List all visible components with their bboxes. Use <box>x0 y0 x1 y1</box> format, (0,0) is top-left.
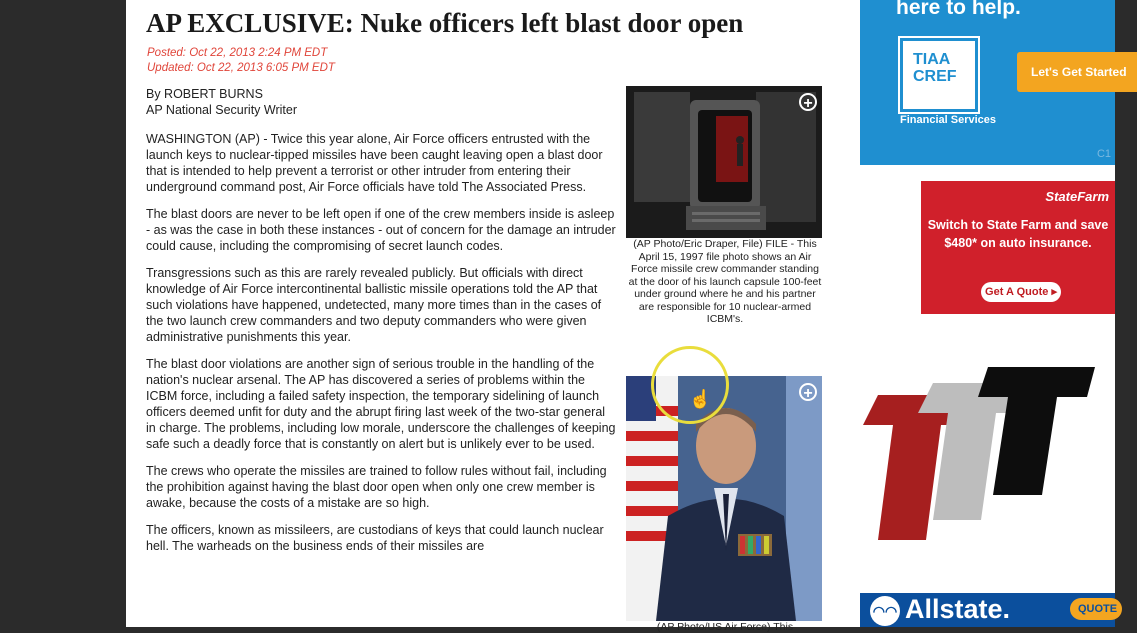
tiaa-corner-label: C1 <box>1096 148 1111 160</box>
state-farm-ad[interactable] <box>921 181 1115 314</box>
photo-blast-door[interactable] <box>626 86 822 238</box>
updated-timestamp: Updated: Oct 22, 2013 6:05 PM EDT <box>147 62 335 74</box>
state-farm-logo: StateFarm <box>1045 189 1109 204</box>
zoom-plus-icon[interactable]: + <box>799 93 817 111</box>
allstate-logo-text: Allstate. <box>905 594 1011 624</box>
byline-author: By ROBERT BURNS <box>146 87 263 101</box>
photo1-caption: (AP Photo/Eric Draper, File) FILE - This April 15, 1997 file photo shows an Air Force missile crew commander standing at the door of his launch capsule 100-feet under ground where he and his partner are responsible for 10 nuclear-armed ICBM's. <box>628 238 822 325</box>
left-dark-margin <box>0 0 126 627</box>
article-paragraph: The blast doors are never to be left open if one of the crew members inside is asleep - as was the case in both these instances - out of concern for the damage an intruder could cause, including the compromising of secret launch codes. <box>146 207 616 253</box>
zoom-plus-icon[interactable]: + <box>799 383 817 401</box>
tiaa-tagline: Financial Services <box>900 114 996 126</box>
cursor-highlight-ring <box>651 346 729 424</box>
tiaa-logo-text: TIAA CREF <box>913 51 957 85</box>
tiaa-ad-headline: here to help. <box>896 0 1021 19</box>
byline-title: AP National Security Writer <box>146 103 297 117</box>
article-paragraph: Transgressions such as this are rarely revealed publicly. But officials with direct knowledge of Air Force intercontinental ballistic missile operations told the AP that such violations have happened, undetected, many more times than in the cases of the two launch crew commanders and two deputy commanders who were given administrative punishments this year. <box>146 266 602 344</box>
article-body <box>146 131 616 565</box>
allstate-quote-button[interactable]: QUOTE <box>1070 598 1122 620</box>
article-paragraph: WASHINGTON (AP) - Twice this year alone, Air Force officers entrusted with the launch keys to nuclear-tipped missiles have been caught leaving open a blast door that is intended to help prevent a terrorist or other intruder from entering their underground command post, Air Force officials have told The Associated Press. <box>146 132 603 194</box>
article-paragraph: The blast door violations are another sign of serious trouble in the handling of the nation's nuclear arsenal. The AP has discovered a series of problems within the ICBM force, including a failed safety inspection, the temporary sidelining of launch officers deemed unfit for duty and the abrupt firing last week of the two-star general in charge. The problems, including low morale, underscore the challenges of keeping safe such a deadly force that is constantly on alert but is unlikely ever to be used. <box>146 357 616 451</box>
state-farm-quote-button[interactable]: Get A Quote ▸ <box>981 282 1061 302</box>
posted-timestamp: Posted: Oct 22, 2013 2:24 PM EDT <box>147 47 328 59</box>
photo2-caption: (AP Photo/US Air Force) This <box>656 621 794 633</box>
allstate-hands-icon: ◠◠ <box>870 596 900 626</box>
article-headline: AP EXCLUSIVE: Nuke officers left blast door open <box>146 8 744 38</box>
photo-general-portrait[interactable] <box>626 376 822 621</box>
state-farm-ad-text: Switch to State Farm and save $480* on auto insurance. <box>927 218 1109 250</box>
ttt-logo <box>838 355 1115 555</box>
allstate-ad[interactable] <box>860 593 1118 627</box>
article-paragraph: The crews who operate the missiles are trained to follow rules without fail, including the prohibition against having the blast door open when only one crew member is awake, because the costs of a mistake are so high. <box>146 464 607 510</box>
ad-column <box>838 0 1127 627</box>
tiaa-cref-ad[interactable] <box>860 0 1127 165</box>
tiaa-cref-logo <box>900 38 978 112</box>
article-paragraph: The officers, known as missileers, are custodians of keys that could launch nuclear hell. The warheads on the business ends of their missiles are <box>146 523 604 553</box>
general-portrait-image <box>626 376 822 621</box>
article-page <box>126 0 838 633</box>
tiaa-get-started-button[interactable]: Let's Get Started <box>1017 52 1137 92</box>
blast-door-image <box>626 86 822 238</box>
hand-pointer-icon: ☝ <box>689 389 712 409</box>
